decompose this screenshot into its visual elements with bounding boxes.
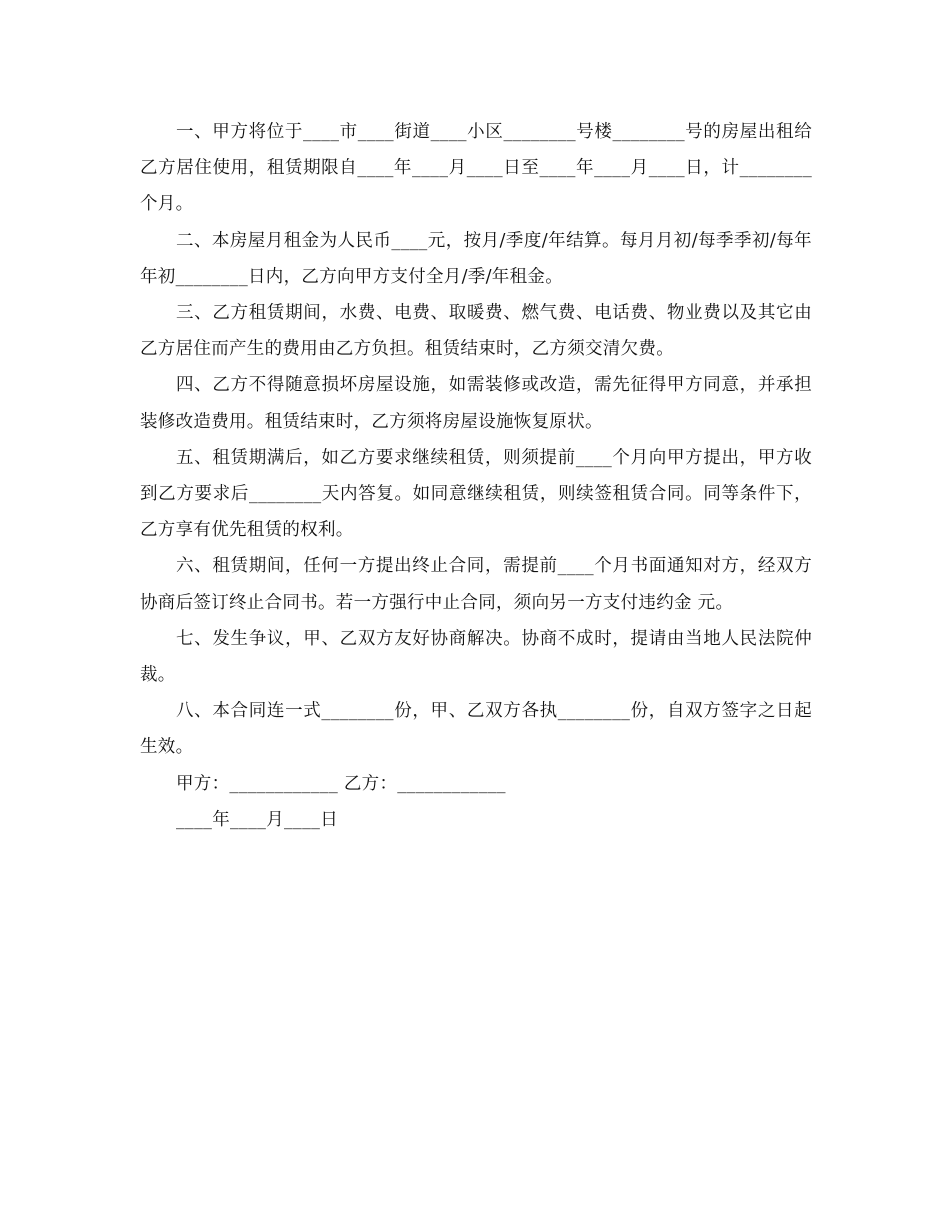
clause-6: 六、租赁期间，任何一方提出终止合同，需提前____个月书面通知对方，经双方协商后签订终止合同书。若一方强行中止合同，须向另一方支付违约金 元。	[140, 556, 812, 613]
clause-3: 三、乙方租赁期间，水费、电费、取暖费、燃气费、电话费、物业费以及其它由乙方居住而产生的费用由乙方负担。租赁结束时，乙方须交清欠费。	[140, 303, 812, 360]
clause-1: 一、甲方将位于____市____街道____小区________号楼________号的房屋出租给乙方居住使用，租赁期限自____年____月____日至____年____月____日，计________个月。	[140, 122, 812, 215]
clause-2: 二、本房屋月租金为人民币____元，按月/季度/年结算。每月月初/每季季初/每年年初________日内，乙方向甲方支付全月/季/年租金。	[140, 230, 812, 287]
signature-line: 甲方：____________ 乙方：____________	[176, 773, 506, 794]
clause-7: 七、发生争议，甲、乙双方友好协商解决。协商不成时，提请由当地人民法院仲裁。	[140, 628, 812, 686]
clause-5: 五、租赁期满后，如乙方要求继续租赁，则须提前____个月向甲方提出，甲方收到乙方要求后________天内答复。如同意继续租赁，则续签租赁合同。同等条件下，乙方享有优先租赁的权利。	[140, 447, 812, 541]
contract-body	[140, 114, 812, 838]
clause-8: 八、本合同连一式________份，甲、乙双方各执________份，自双方签字之日起生效。	[140, 701, 812, 758]
clause-4: 四、乙方不得随意损坏房屋设施，如需装修或改造，需先征得甲方同意，并承担装修改造费用。租赁结束时，乙方须将房屋设施恢复原状。	[140, 375, 812, 432]
date-line: ____年____月____日	[176, 809, 338, 830]
